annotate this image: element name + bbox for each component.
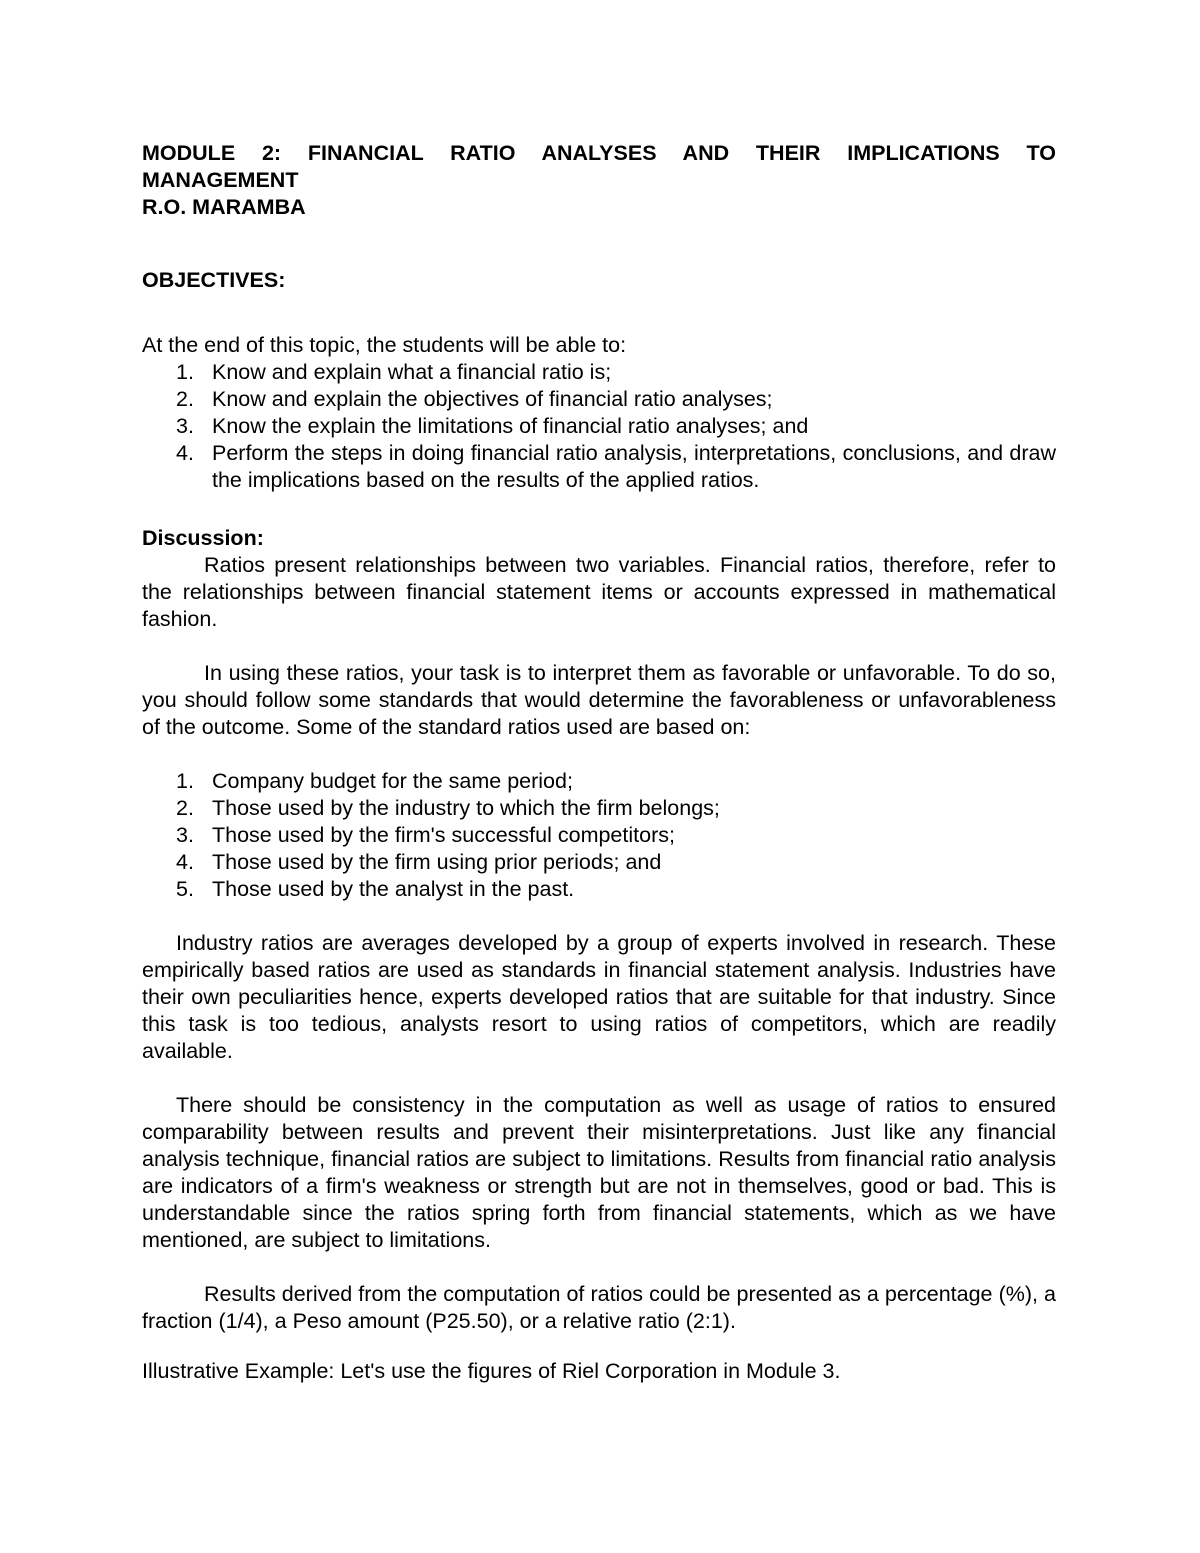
list-item-text: Know the explain the limitations of financial ratio analyses; and (212, 414, 809, 438)
objectives-intro: At the end of this topic, the students will be able to: (142, 333, 627, 357)
list-item (142, 386, 1056, 413)
list-item (142, 768, 1056, 795)
list-item (142, 795, 1056, 822)
standards-list (142, 768, 1056, 903)
list-item-number: 3. (176, 414, 194, 438)
list-item (142, 440, 1056, 494)
list-item-number: 2. (176, 796, 194, 820)
list-item-text: Company budget for the same period; (212, 769, 573, 793)
list-item (142, 849, 1056, 876)
list-item-text: Those used by the firm using prior periods; and (212, 850, 662, 874)
discussion-paragraph-2: In using these ratios, your task is to interpret them as favorable or unfavorable. To do so, you should follow some standards that would determine the favorableness or unfavorableness of the outcome. Some of the standard ratios used are based on: (142, 661, 1056, 739)
module-title-line-1: MODULE 2: FINANCIAL RATIO ANALYSES AND THEIR IMPLICATIONS TO (142, 141, 1056, 165)
list-item-text: Know and explain the objectives of financial ratio analyses; (212, 387, 773, 411)
list-item-number: 5. (176, 877, 194, 901)
module-title-line-2: MANAGEMENT (142, 168, 299, 192)
list-item (142, 413, 1056, 440)
illustrative-example: Illustrative Example: Let's use the figures of Riel Corporation in Module 3. (142, 1359, 841, 1383)
list-item-text: Know and explain what a financial ratio is; (212, 360, 612, 384)
list-item (142, 876, 1056, 903)
list-item-text: Perform the steps in doing financial ratio analysis, interpretations, conclusions, and draw the implications based on the results of the applied ratios. (212, 441, 1056, 492)
objectives-list (142, 359, 1056, 494)
discussion-paragraph-3: Industry ratios are averages developed by a group of experts involved in research. These empirically based ratios are used as standards in financial statement analysis. Industries have their own peculiarities hence, experts developed ratios that are suitable for that industry. Since this task is too tedious, analysts resort to using ratios of competitors, which are readily available. (142, 931, 1056, 1063)
list-item (142, 822, 1056, 849)
list-item (142, 359, 1056, 386)
list-item-number: 1. (176, 769, 194, 793)
discussion-paragraph-4: There should be consistency in the computation as well as usage of ratios to ensured comparability between results and prevent their misinterpretations. Just like any financial analysis technique, financial ratios are subject to limitations. Results from financial ratio analysis are indicators of a firm's weakness or strength but are not in themselves, good or bad. This is understandable since the ratios spring forth from financial statements, which as we have mentioned, are subject to limitations. (142, 1093, 1056, 1252)
list-item-text: Those used by the industry to which the firm belongs; (212, 796, 720, 820)
list-item-number: 2. (176, 387, 194, 411)
list-item-number: 4. (176, 441, 194, 465)
list-item-text: Those used by the firm's successful competitors; (212, 823, 675, 847)
discussion-paragraph-1: Ratios present relationships between two variables. Financial ratios, therefore, refer to the relationships between financial statement items or accounts expressed in mathematical fashion. (142, 553, 1056, 631)
list-item-text: Those used by the analyst in the past. (212, 877, 575, 901)
discussion-heading: Discussion: (142, 526, 264, 550)
module-title (142, 140, 1056, 194)
author-name: R.O. MARAMBA (142, 195, 306, 219)
discussion-paragraph-5: Results derived from the computation of ratios could be presented as a percentage (%), a fraction (1/4), a Peso amount (P25.50), or a relative ratio (2:1). (142, 1282, 1056, 1333)
list-item-number: 3. (176, 823, 194, 847)
list-item-number: 1. (176, 360, 194, 384)
list-item-number: 4. (176, 850, 194, 874)
objectives-heading: OBJECTIVES: (142, 268, 286, 292)
document-page (142, 140, 1056, 1385)
